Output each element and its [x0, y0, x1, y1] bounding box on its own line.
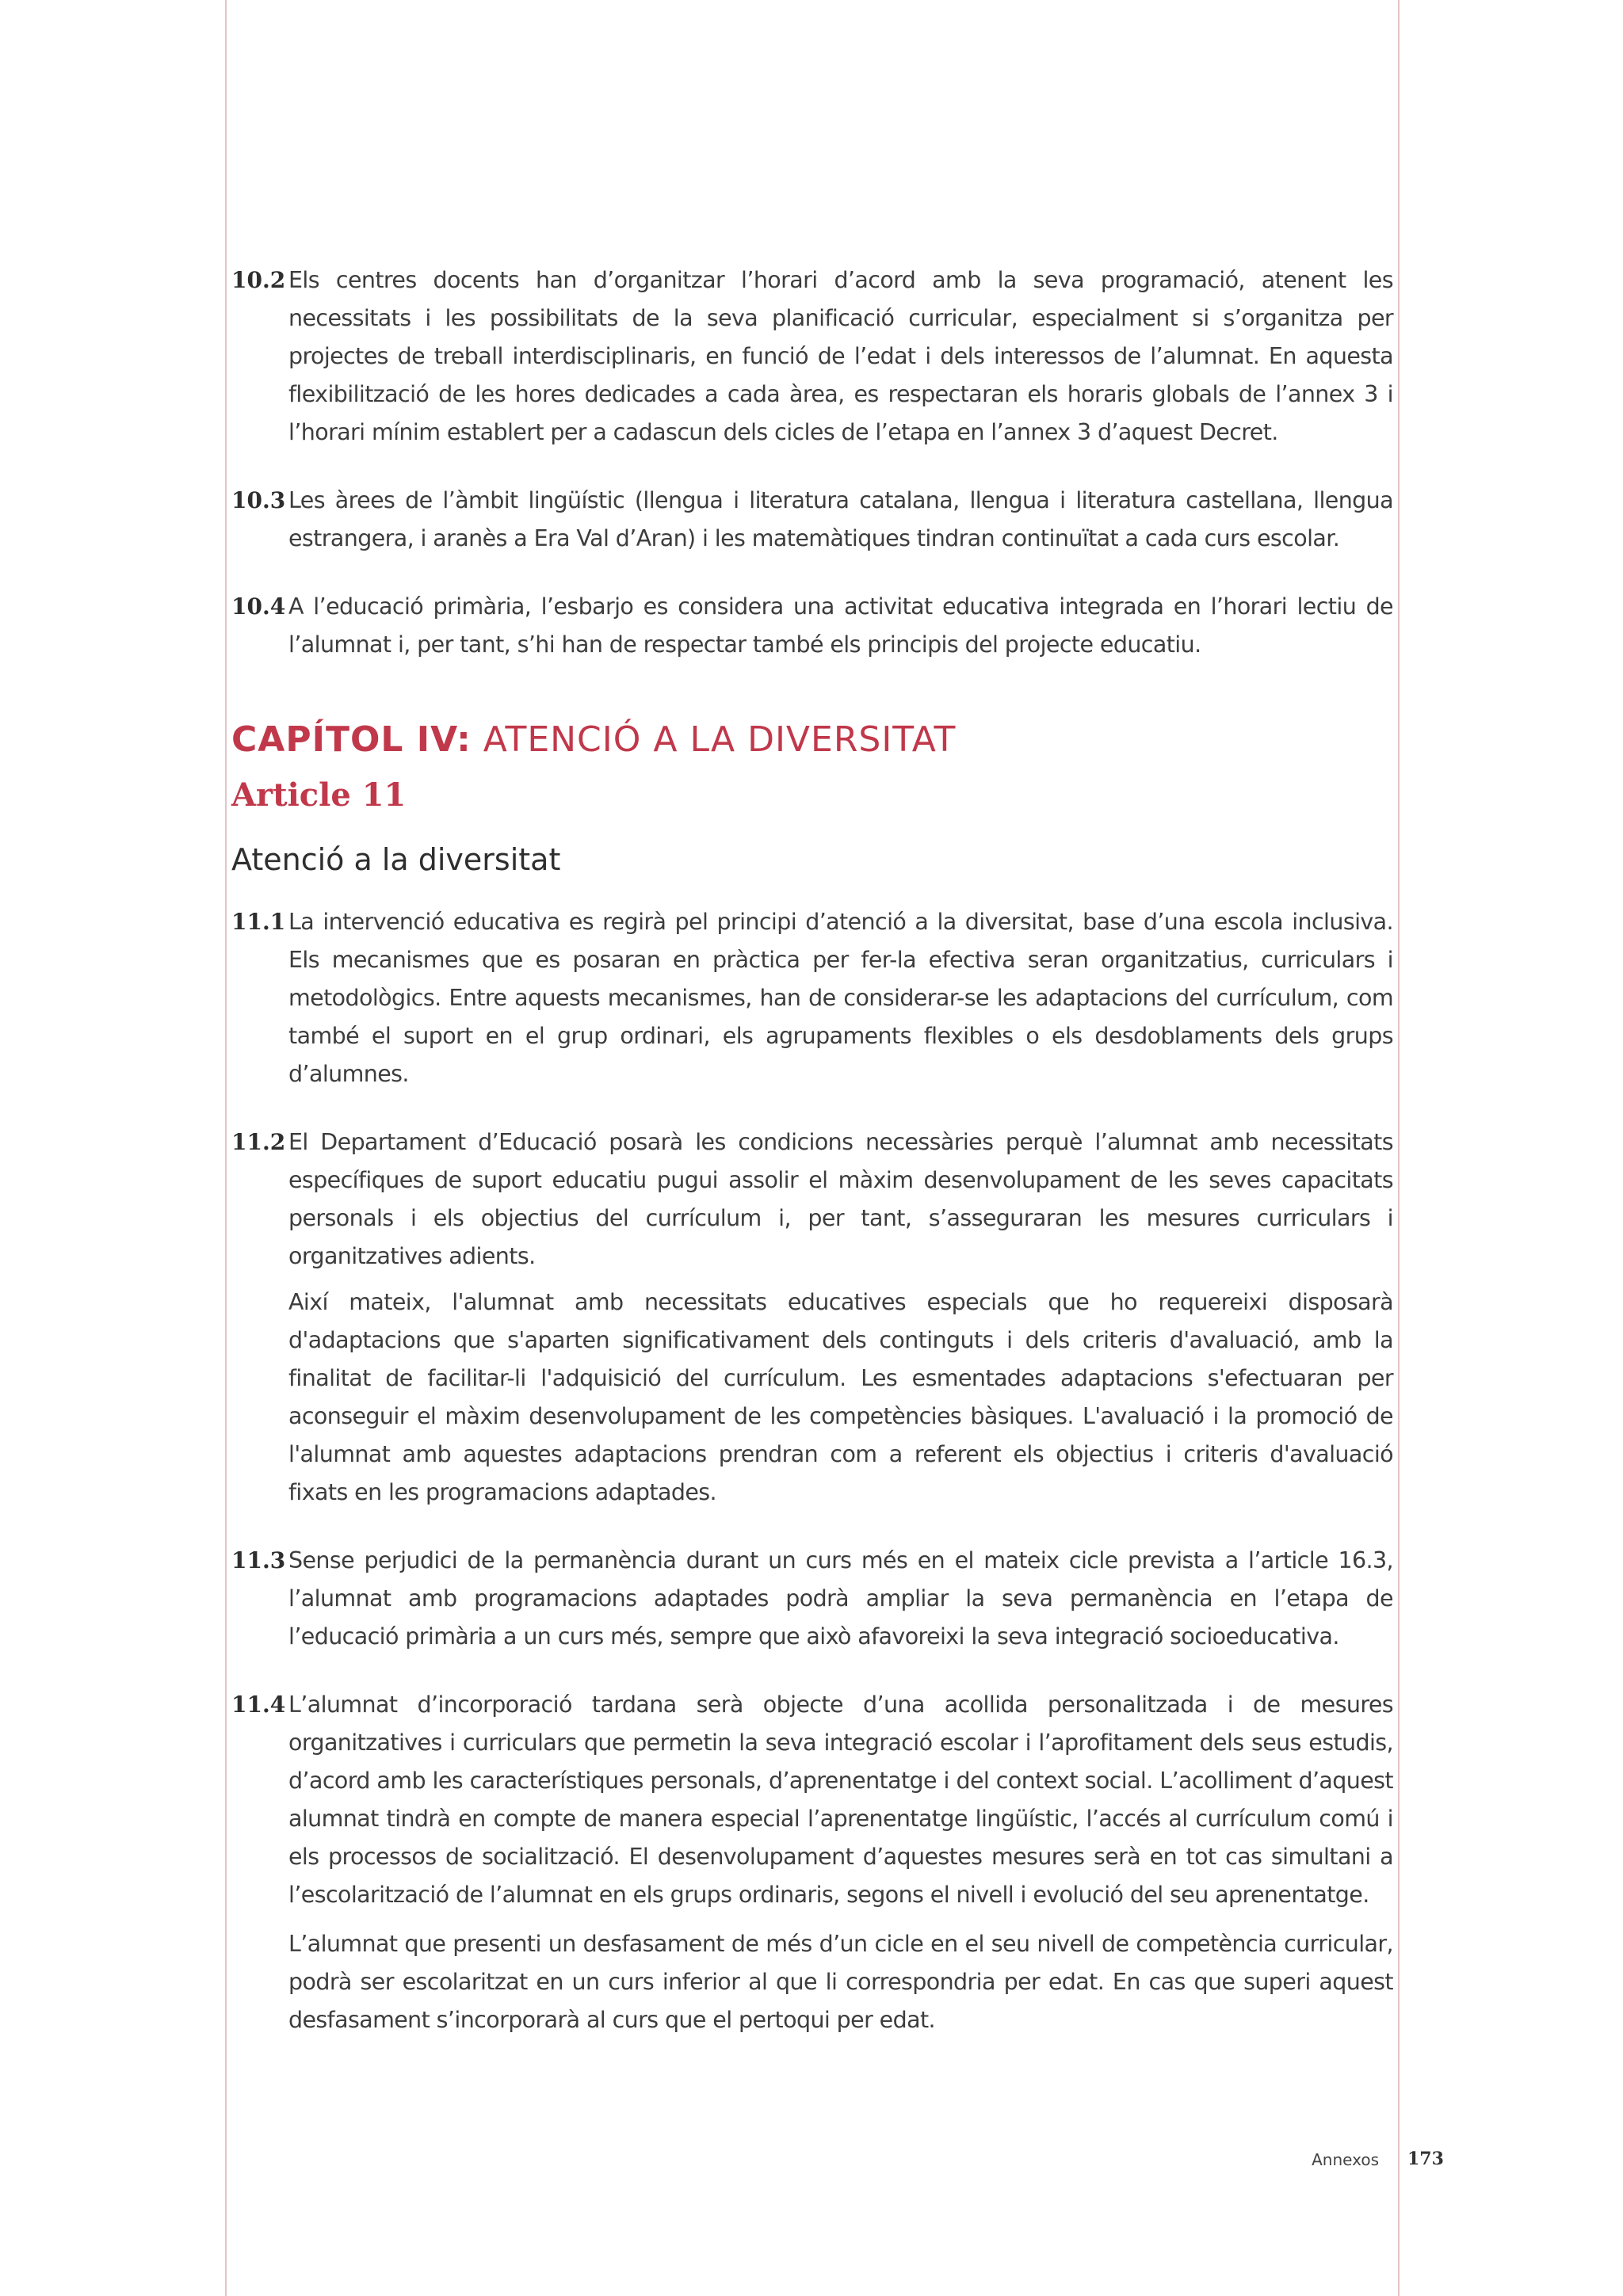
section-body — [288, 1542, 1393, 1664]
paragraph: A l’educació primària, l’esbarjo es considera una activitat educativa integrada en l’horari lectiu de l’alumnat i, per tant, s’hi han de respectar també els principis del projecte educatiu. — [288, 593, 1393, 658]
section-body — [288, 261, 1393, 460]
paragraph: Així mateix, l'alumnat amb necessitats educatives especials que ho requereixi disposarà d'adaptacions que s'aparten significativament dels continguts i dels criteris d'avaluació, amb la finalitat de facilitar-li l'adquisició del currículum. Les esmentades adaptacions s'efectuaran per aconseguir el màxim desenvolupament de les competències bàsiques. L'avaluació i la promoció de l'alumnat amb aquestes adaptacions prendran com a referent els objectius i criteris d'avaluació fixats en les programacions adaptades. — [288, 1289, 1393, 1505]
section-body — [288, 903, 1393, 1101]
chapter-heading — [231, 715, 1393, 765]
article-heading: Article 11 — [231, 776, 407, 814]
left-margin-rule — [225, 0, 227, 2296]
section-number: 10.3 — [231, 487, 286, 513]
section-10-3 — [231, 482, 1393, 566]
section-body — [288, 1686, 1393, 2047]
page-footer — [1268, 2144, 1442, 2176]
paragraph: El Departament d’Educació posarà les condicions necessàries perquè l’alumnat amb necessitats específiques de suport educatiu pugui assolir el màxim desenvolupament de les seves capacitats personals i els objectius del currículum i, per tant, s’asseguraran les mesures curriculars i organitzatives adients. — [288, 1129, 1393, 1269]
section-number: 11.1 — [231, 909, 286, 935]
section-11-1 — [231, 903, 1393, 1101]
section-11-2 — [231, 1123, 1393, 1520]
section-number: 11.2 — [231, 1129, 286, 1155]
section-number: 11.4 — [231, 1691, 286, 1718]
section-body — [288, 482, 1393, 566]
paragraph: La intervenció educativa es regirà pel principi d’atenció a la diversitat, base d’una escola inclusiva. Els mecanismes que es posaran en pràctica per fer-la efectiva seran organitzatius, curriculars i metodològics. Entre aquests mecanismes, han de considerar-se les adaptacions del currículum, com també el suport en el grup ordinari, els agrupaments flexibles o els desdoblaments dels grups d’alumnes. — [288, 909, 1393, 1087]
section-11-4 — [231, 1686, 1393, 2047]
right-margin-rule — [1398, 0, 1400, 2296]
page-content — [231, 261, 1393, 2069]
section-body — [288, 1123, 1393, 1520]
article-title: Atenció a la diversitat — [231, 842, 561, 877]
paragraph: Sense perjudici de la permanència durant un curs més en el mateix cicle prevista a l’article 16.3, l’alumnat amb programacions adaptades podrà ampliar la seva permanència en l’etapa de l’educació primària a un curs més, sempre que això afavoreixi la seva integració socioeducativa. — [288, 1547, 1393, 1650]
chapter-title: ATENCIÓ A LA DIVERSITAT — [483, 719, 957, 760]
paragraph: Els centres docents han d’organitzar l’horari d’acord amb la seva programació, atenent les necessitats i les possibilitats de la seva planificació curricular, especialment si s’organitza per projectes de treball interdisciplinaris, en funció de l’edat i dels interessos de l’alumnat. En aquesta flexibilització de les hores dedicades a cada àrea, es respectaran els horaris globals de l’annex 3 i l’horari mínim establert per a cadascun dels cicles de l’etapa en l’annex 3 d’aquest Decret. — [288, 267, 1393, 445]
section-body — [288, 588, 1393, 672]
section-11-3 — [231, 1542, 1393, 1664]
section-number: 11.3 — [231, 1547, 286, 1573]
page-number: 173 — [1407, 2149, 1444, 2169]
section-number: 10.2 — [231, 267, 286, 293]
section-10-2 — [231, 261, 1393, 460]
section-10-4 — [231, 588, 1393, 672]
chapter-label: CAPÍTOL IV: — [231, 719, 472, 760]
paragraph: L’alumnat d’incorporació tardana serà objecte d’una acollida personalitzada i de mesures organitzatives i curriculars que permetin la seva integració escolar i l’aprofitament dels seus estudis, d’acord amb les característiques personals, d’aprenentatge i del context social. L’acolliment d’aquest alumnat tindrà en compte de manera especial l’aprenentatge lingüístic, l’accés al currículum comú i els processos de socialització. El desenvolupament d’aquestes mesures serà en tot cas simultani a l’escolarització de l’alumnat en els grups ordinaris, segons el nivell i evolució del seu aprenentatge. — [288, 1691, 1393, 1908]
section-number: 10.4 — [231, 593, 286, 620]
footer-section-label: Annexos — [1312, 2150, 1379, 2169]
paragraph: L’alumnat que presenti un desfasament de més d’un cicle en el seu nivell de competència curricular, podrà ser escolaritzat en un curs inferior al que li correspondria per edat. En cas que superi aquest desfasament s’incorporarà al curs que el pertoqui per edat. — [288, 1931, 1393, 2033]
paragraph: Les àrees de l’àmbit lingüístic (llengua i literatura catalana, llengua i literatura castellana, llengua estrangera, i aranès a Era Val d’Aran) i les matemàtiques tindran continuïtat a cada curs escolar. — [288, 487, 1393, 551]
